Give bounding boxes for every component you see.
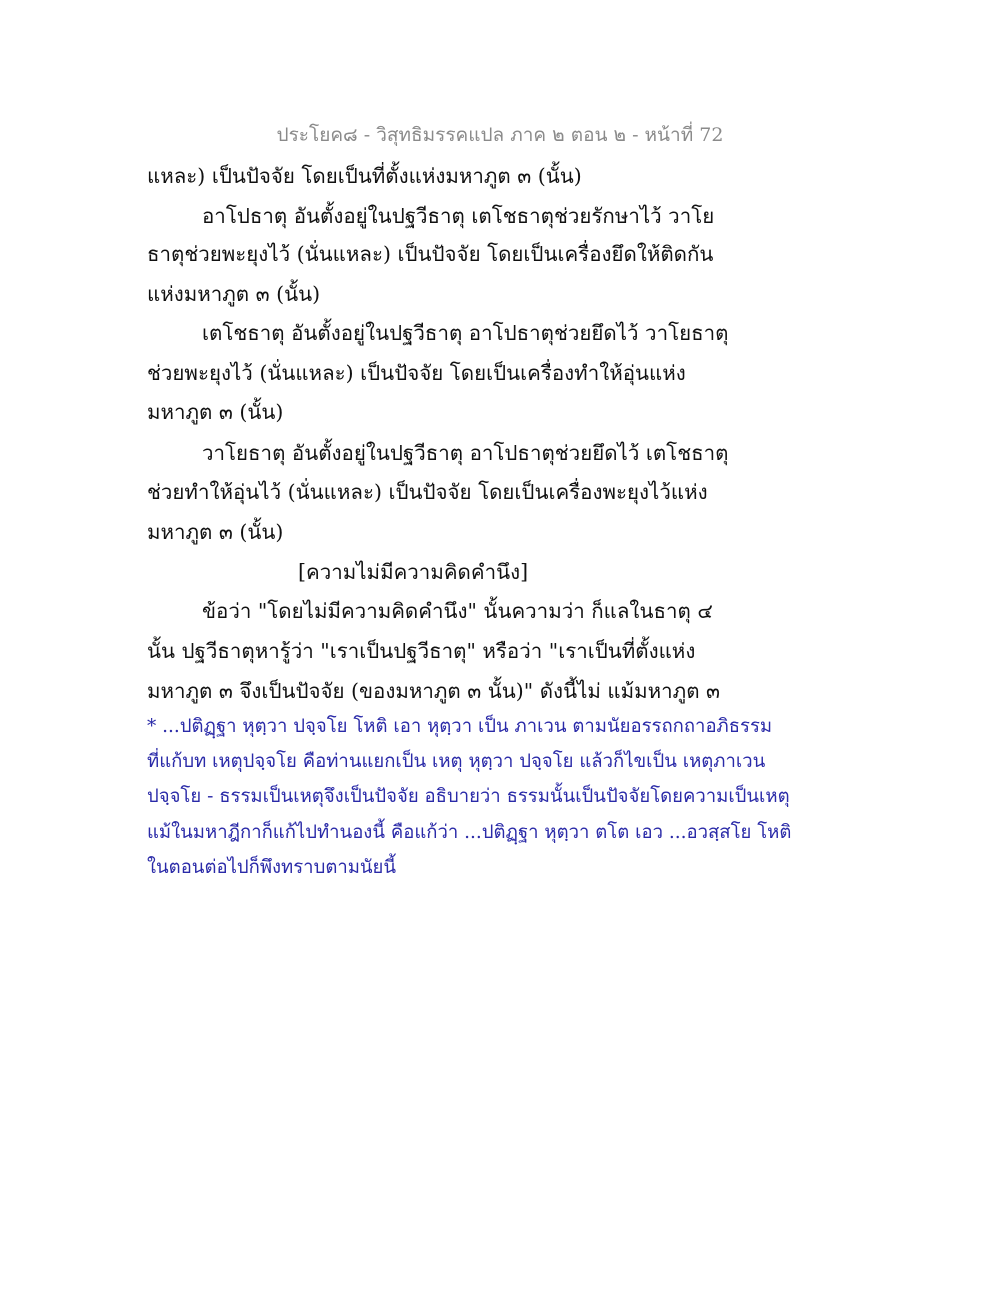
body-line-7: มหาภูต ๓ (นั้น)	[147, 400, 284, 424]
body-line-11: ข้อว่า "โดยไม่มีความคิดคำนึง" นั้นความว่า ก็แลในธาตุ ๔	[202, 599, 713, 623]
footnote-line-4: แม้ในมหาฎีกาก็แก้ไปทำนองนี้ คือแก้ว่า ...ปติฏฺฐา หุตฺวา ตโต เอว ...อวสฺสโย โหติ	[147, 822, 792, 843]
body-line-3: ธาตุช่วยพะยุงไว้ (นั่นแหละ) เป็นปัจจัย โดยเป็นเครื่องยึดให้ติดกัน	[147, 242, 714, 266]
body-line-4: แห่งมหาภูต ๓ (นั้น)	[147, 282, 321, 306]
section-heading: [ความไม่มีความคิดคำนึง]	[298, 560, 529, 584]
body-line-6: ช่วยพะยุงไว้ (นั่นแหละ) เป็นปัจจัย โดยเป็นเครื่องทำให้อุ่นแห่ง	[147, 361, 686, 385]
body-line-8: วาโยธาตุ อันตั้งอยู่ในปฐวีธาตุ อาโปธาตุช่วยยึดไว้ เตโชธาตุ	[202, 441, 729, 465]
body-line-9: ช่วยทำให้อุ่นไว้ (นั่นแหละ) เป็นปัจจัย โดยเป็นเครื่องพะยุงไว้แห่ง	[147, 480, 708, 504]
footnote-line-3: ปจฺจโย - ธรรมเป็นเหตุจึงเป็นปัจจัย อธิบายว่า ธรรมนั้นเป็นปัจจัยโดยความเป็นเหตุ	[147, 786, 790, 807]
body-line-12: นั้น ปฐวีธาตุหารู้ว่า "เราเป็นปฐวีธาตุ" หรือว่า "เราเป็นที่ตั้งแห่ง	[147, 639, 696, 663]
footnote-line-2: ที่แก้บท เหตุปจฺจโย คือท่านแยกเป็น เหตุ หุตฺวา ปจฺจโย แล้วก็ไขเป็น เหตุภาเวน	[147, 751, 766, 772]
body-line-13: มหาภูต ๓ จึงเป็นปัจจัย (ของมหาภูต ๓ นั้น)" ดังนี้ไม่ แม้มหาภูต ๓	[147, 679, 721, 703]
body-line-10: มหาภูต ๓ (นั้น)	[147, 520, 284, 544]
footnote-line-5: ในตอนต่อไปก็พึงทราบตามนัยนี้	[147, 857, 397, 878]
page-header: ประโยค๘ - วิสุทธิมรรคแปล ภาค ๒ ตอน ๒ - หน้าที่ 72	[276, 124, 724, 146]
footnote-line-1: * ...ปติฏฺฐา หุตฺวา ปจฺจโย โหติ เอา หุตฺวา เป็น ภาเวน ตามนัยอรรถกถาอภิธรรม	[147, 716, 773, 737]
body-line-1: แหละ) เป็นปัจจัย โดยเป็นที่ตั้งแห่งมหาภูต ๓ (นั้น)	[147, 164, 582, 188]
body-line-5: เตโชธาตุ อันตั้งอยู่ในปฐวีธาตุ อาโปธาตุช่วยยึดไว้ วาโยธาตุ	[202, 321, 729, 345]
body-line-2: อาโปธาตุ อันตั้งอยู่ในปฐวีธาตุ เตโชธาตุช่วยรักษาไว้ วาโย	[202, 204, 715, 228]
